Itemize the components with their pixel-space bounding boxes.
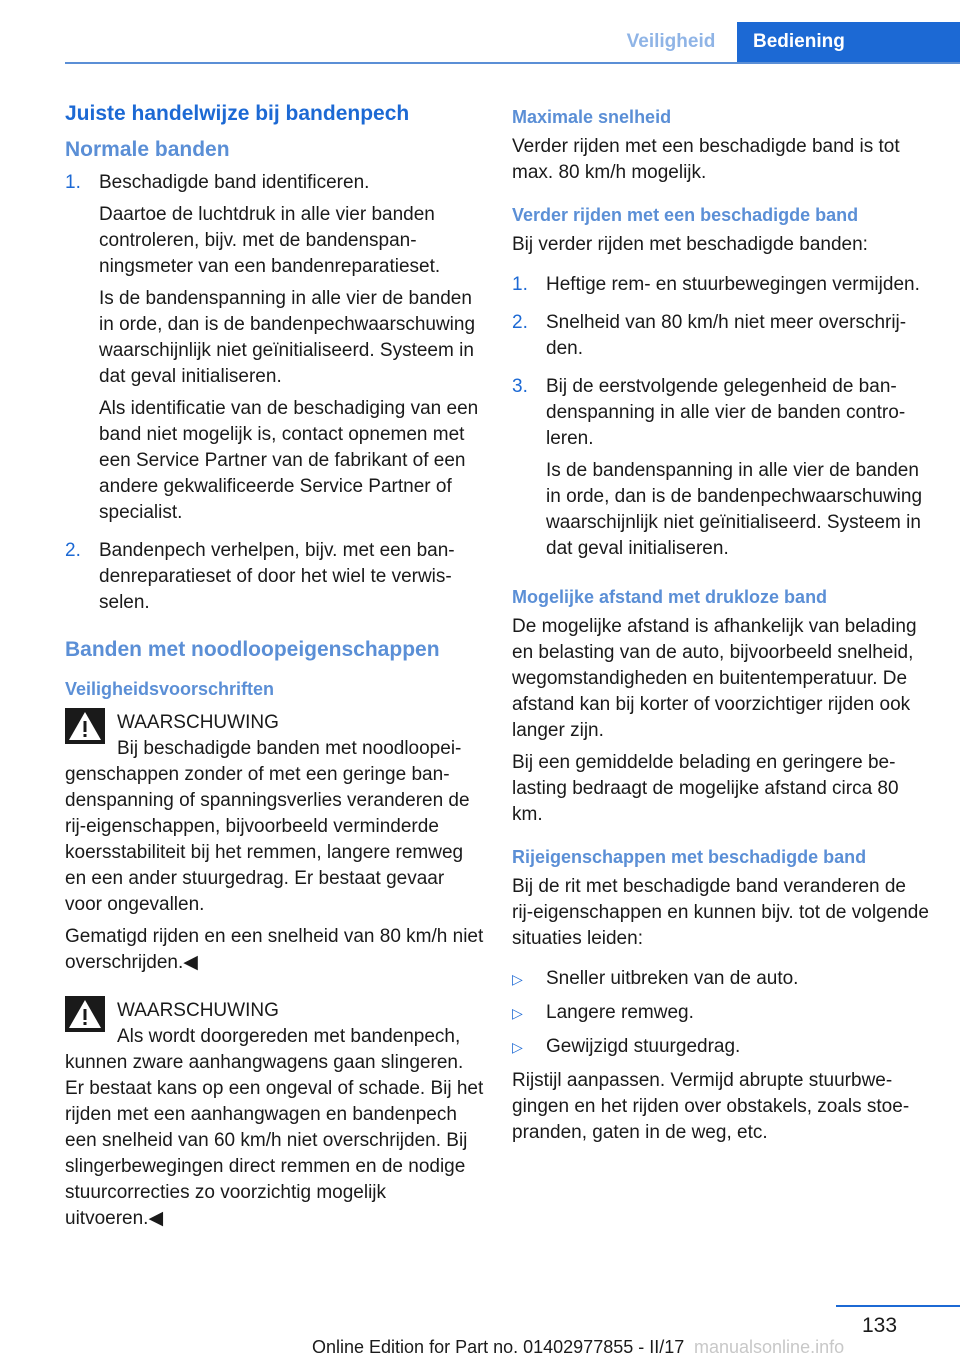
bullet-text: Sneller uitbreken van de auto. (546, 968, 799, 989)
warning-title: WAARSCHUWING (117, 1000, 279, 1021)
tab-veiligheid[interactable]: Veiligheid (626, 31, 716, 52)
list-item-paragraph: Als identificatie van de beschadiging van een band niet mogelijk is, contact opnemen met een Service Partner van de fabrikant of een andere gekwalificeerde Service Partner of specialist. (99, 398, 479, 523)
warning-icon (65, 708, 105, 744)
list-number: 3. (512, 376, 528, 397)
list-item-paragraph: Is de bandenspanning in alle vier de banden in orde, dan is de bandenpechwaarschuwing waarschijnlijk niet geïnitialiseerd. Systeem in dat geval initialiseren. (546, 460, 923, 559)
section-heading-runflat: Banden met noodloopeigenschappen (65, 638, 440, 661)
page-title: Juiste handelwijze bij bandenpech (65, 102, 410, 125)
bullet-item (512, 966, 932, 992)
warning-icon (65, 996, 105, 1032)
paragraph: Bij een gemiddelde belading en geringere belasting bedraagt de mogelijke afstand circa 80 km. (512, 752, 899, 825)
section-heading-normal-tyres: Normale banden (65, 138, 230, 161)
paragraph: Bij de rit met beschadigde band veranderen de rij-eigenschappen en kunnen bijv. tot de volgende situaties leiden: (512, 876, 929, 949)
list-item-text: Beschadigde band identificeren. (99, 172, 370, 193)
warning-text: Bij beschadigde banden met noodloopeigenschappen zonder of met een geringe bandenspanning of spanningsverlies veranderen de rij-eigenschappen, bijvoorbeeld verminderde koersstabiliteit bij het remmen, langere remweg en een ander stuurgedrag. Er bestaat gevaar voor ongevallen. (65, 738, 470, 915)
left-column (65, 100, 485, 1244)
subsection-heading: Veiligheidsvoorschriften (65, 679, 275, 699)
subsection-heading-handling: Rijeigenschappen met beschadigde band (512, 847, 867, 867)
list-item-paragraph: Is de bandenspanning in alle vier de banden in orde, dan is de bandenpechwaarschuwing waarschijnlijk niet geïnitialiseerd. Systeem in dat geval initialiseren. (99, 288, 476, 387)
list-item (65, 538, 485, 622)
list-number: 2. (65, 540, 81, 561)
bullet-item (512, 1034, 932, 1060)
warning-text: Als wordt doorgereden met bandenpech, kunnen zware aanhangwagens gaan slingeren. Er bestaat kans op een ongeval of schade. Bij het rijden met een aanhangwagen en bandenpech een snelheid van 60 km/h niet overschrijden. Bij slingerbewegingen direct remmen en de nodige stuurcorrecties zo voorzichtig mogelijk uitvoeren.◀ (65, 1026, 484, 1229)
tab-bediening[interactable]: Bediening (737, 22, 960, 62)
bullet-text: Gewijzigd stuurgedrag. (546, 1036, 741, 1057)
paragraph: De mogelijke afstand is afhankelijk van belading en belasting van de auto, bijvoorbeeld snelheid, wegomstandigheden en buitentemperatuur. De afstand kan bij korter of voorzichtiger rijden ook langer zijn. (512, 616, 917, 741)
page-number: 133 (862, 1314, 898, 1337)
warning-block (65, 996, 485, 1238)
bullet-text: Langere remweg. (546, 1002, 694, 1023)
warning-block (65, 708, 485, 982)
list-item (512, 310, 932, 368)
subsection-heading-max-speed: Maximale snelheid (512, 107, 672, 127)
list-item-paragraph: Daartoe de luchtdruk in alle vier banden controleren, bijv. met de bandenspanningsmeter van een bandenreparatieset. (99, 204, 441, 277)
header-rule (65, 62, 960, 64)
list-item (512, 374, 932, 568)
triangle-bullet-icon: ▷ (512, 1005, 523, 1021)
paragraph: Rijstijl aanpassen. Vermijd abrupte stuurbwegingen en het rijden over obstakels, zoals stoepranden, gaten in de weg, etc. (512, 1070, 910, 1143)
paragraph: Bij verder rijden met beschadigde banden: (512, 234, 868, 255)
list-item-text: Snelheid van 80 km/h niet meer overschrijden. (546, 312, 907, 359)
list-number: 1. (512, 274, 528, 295)
watermark: manualsonline.info (694, 1337, 845, 1357)
list-item (65, 170, 485, 532)
list-item-text: Heftige rem- en stuurbewegingen vermijden. (546, 274, 920, 295)
list-item-text: Bandenpech verhelpen, bijv. met een bandenreparatieset of door het wiel te verwisselen. (99, 540, 455, 613)
bullet-item (512, 1000, 932, 1026)
subsection-heading-distance: Mogelijke afstand met drukloze band (512, 587, 828, 607)
list-item (512, 272, 932, 304)
triangle-bullet-icon: ▷ (512, 1039, 523, 1055)
footer-rule (836, 1305, 960, 1307)
list-item-text: Bij de eerstvolgende gelegenheid de bandenspanning in alle vier de banden controleren. (546, 376, 906, 449)
edition-text: Online Edition for Part no. 01402977855 - II/17 (312, 1337, 685, 1357)
list-number: 2. (512, 312, 528, 333)
right-column (512, 104, 932, 1152)
warning-text: Gematigd rijden en een snelheid van 80 km/h niet overschrijden.◀ (65, 926, 484, 973)
triangle-bullet-icon: ▷ (512, 971, 523, 987)
subsection-heading-continue-driving: Verder rijden met een beschadigde band (512, 205, 859, 225)
list-number: 1. (65, 172, 81, 193)
paragraph: Verder rijden met een beschadigde band is tot max. 80 km/h mogelijk. (512, 136, 900, 183)
warning-title: WAARSCHUWING (117, 712, 279, 733)
